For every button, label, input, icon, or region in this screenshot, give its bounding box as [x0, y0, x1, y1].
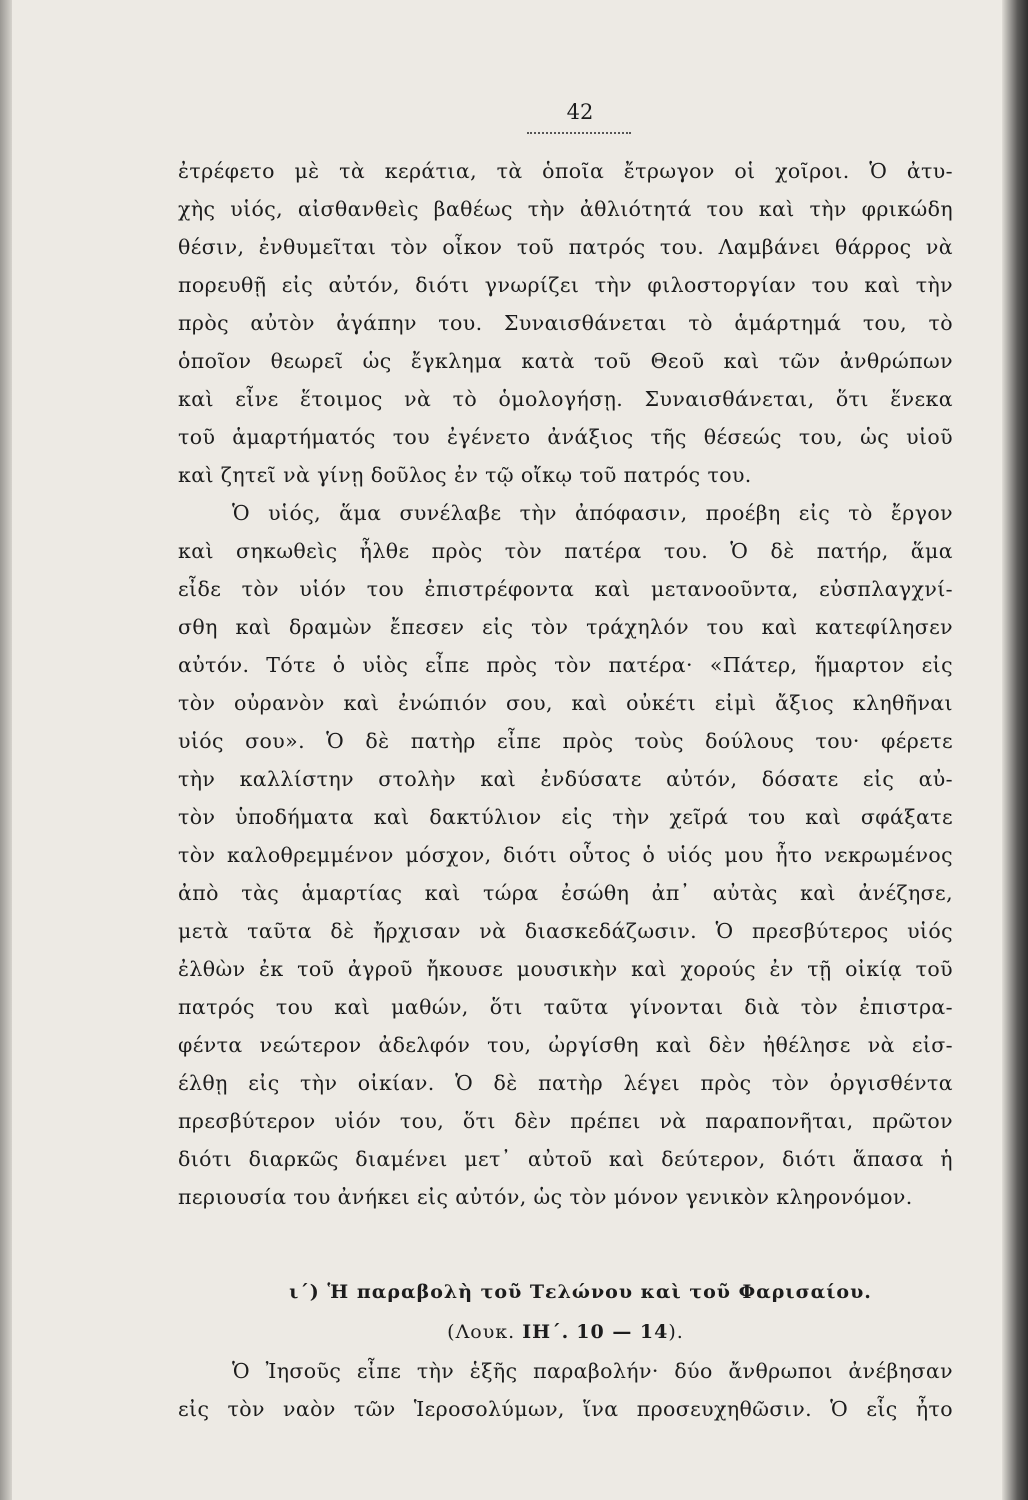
page-edge-left [0, 0, 12, 1500]
text-line: ἐτρέφετο μὲ τὰ κεράτια, τὰ ὁποῖα ἔτρωγον οἱ χοῖροι. Ὁ ἀτυ- [178, 159, 953, 183]
section-reference [178, 1312, 953, 1352]
text-line: χὴς υἱός, αἰσθανθεὶς βαθέως τὴν ἀθλιότητά του καὶ τὴν φρικώδη [178, 197, 953, 221]
text-line: ἐλθὼν ἐκ τοῦ ἀγροῦ ἤκουσε μουσικὴν καὶ χορούς ἐν τῇ οἰκίᾳ τοῦ [178, 957, 953, 981]
text-line: θέσιν, ἐνθυμεῖται τὸν οἶκον τοῦ πατρός του. Λαμβάνει θάρρος νὰ [178, 235, 953, 259]
text-line: πρεσβύτερον υἱόν του, ὅτι δὲν πρέπει νὰ παραπονῆται, πρῶτον [178, 1109, 953, 1133]
body-text [178, 152, 953, 1216]
text-line: φέντα νεώτερον ἀδελφόν του, ὠργίσθη καὶ δὲν ἠθέλησε νὰ εἰσ- [178, 1033, 953, 1057]
page-number: 42 [566, 100, 594, 124]
text-line: Ὁ Ἰησοῦς εἶπε τὴν ἑξῆς παραβολήν· δύο ἄνθρωποι ἀνέβησαν [232, 1359, 953, 1383]
section-body-text [178, 1352, 953, 1428]
text-line: καὶ σηκωθεὶς ἦλθε πρὸς τὸν πατέρα του. Ὁ δὲ πατήρ, ἅμα [178, 539, 953, 563]
text-line: τὴν καλλίστην στολὴν καὶ ἐνδύσατε αὐτόν, δόσατε εἰς αὐ- [178, 767, 953, 791]
text-line: πατρός του καὶ μαθών, ὅτι ταῦτα γίνονται διὰ τὸν ἐπιστρα- [178, 995, 953, 1019]
text-line: Ὁ υἱός, ἅμα συνέλαβε τὴν ἀπόφασιν, προέβη εἰς τὸ ἔργον [232, 501, 953, 525]
text-line: έλθῃ εἰς τὴν οἰκίαν. Ὁ δὲ πατὴρ λέγει πρὸς τὸν ὀργισθέντα [178, 1071, 953, 1095]
text-line: εἶδε τὸν υἱόν του ἐπιστρέφοντα καὶ μετανοοῦντα, εὐσπλαγχνί- [178, 577, 953, 601]
text-line: υἱός σου». Ὁ δὲ πατὴρ εἶπε πρὸς τοὺς δούλους του· φέρετε [178, 729, 953, 753]
text-line: ὁποῖον θεωρεῖ ὡς ἔγκλημα κατὰ τοῦ Θεοῦ καὶ τῶν ἀνθρώπων [178, 349, 953, 373]
text-line: τὸν καλοθρεμμένον μόσχον, διότι οὗτος ὁ υἱός μου ἦτο νεκρωμένος [178, 843, 953, 867]
reference-book: (Λουκ. [447, 1321, 516, 1343]
text-line: αὐτόν. Τότε ὁ υἱὸς εἶπε πρὸς τὸν πατέρα· «Πάτερ, ἥμαρτον εἰς [178, 653, 953, 677]
reference-chapter: ΙΗ΄. [522, 1321, 570, 1343]
text-line: διότι διαρκῶς διαμένει μετ᾽ αὐτοῦ καὶ δεύτερον, διότι ἅπασα ἡ [178, 1147, 953, 1171]
reference-close: ). [668, 1321, 684, 1343]
text-line: σθη καὶ δραμὼν ἔπεσεν εἰς τὸν τράχηλόν του καὶ κατεφίλησεν [178, 615, 953, 639]
text-line: καὶ ζητεῖ νὰ γίνῃ δοῦλος ἐν τῷ οἴκῳ τοῦ πατρός του. [178, 463, 752, 487]
text-line: τὸν ὑποδήματα καὶ δακτύλιον εἰς τὴν χεῖρά του καὶ σφάξατε [178, 805, 953, 829]
text-line: ἀπὸ τὰς ἁμαρτίας καὶ τώρα ἐσώθη ἀπ᾽ αὐτὰς καὶ ἀνέζησε, [178, 881, 953, 905]
reference-verses: 10 — 14 [576, 1321, 669, 1343]
text-line: πρὸς αὐτὸν ἀγάπην του. Συναισθάνεται τὸ ἁμάρτημά του, τὸ [178, 311, 953, 335]
text-line: περιουσία του ἀνήκει εἰς αὐτόν, ὡς τὸν μόνον γενικὸν κληρονόμον. [178, 1185, 913, 1209]
text-line: πορευθῇ εἰς αὐτόν, διότι γνωρίζει τὴν φιλοστοργίαν του καὶ τὴν [178, 273, 953, 297]
text-line: τὸν οὐρανὸν καὶ ἐνώπιόν σου, καὶ οὐκέτι εἰμὶ ἄξιος κληθῆναι [178, 691, 953, 715]
text-line: εἰς τὸν ναὸν τῶν Ἱεροσολύμων, ἵνα προσευχηθῶσιν. Ὁ εἷς ἦτο [178, 1397, 953, 1421]
text-line: μετὰ ταῦτα δὲ ἤρχισαν νὰ διασκεδάζωσιν. Ὁ πρεσβύτερος υἱός [178, 919, 953, 943]
page-number-rule [527, 132, 631, 134]
text-line: καὶ εἶνε ἕτοιμος νὰ τὸ ὁμολογήσῃ. Συναισθάνεται, ὅτι ἕνεκα [178, 387, 953, 411]
page-edge-right [1002, 0, 1028, 1500]
text-line: τοῦ ἁμαρτήματός του ἐγένετο ἀνάξιος τῆς θέσεώς του, ὡς υἱοῦ [178, 425, 953, 449]
section-heading [178, 1272, 953, 1352]
section-title: ι΄) Ἡ παραβολὴ τοῦ Τελώνου καὶ τοῦ Φαρισαίου. [289, 1281, 872, 1303]
